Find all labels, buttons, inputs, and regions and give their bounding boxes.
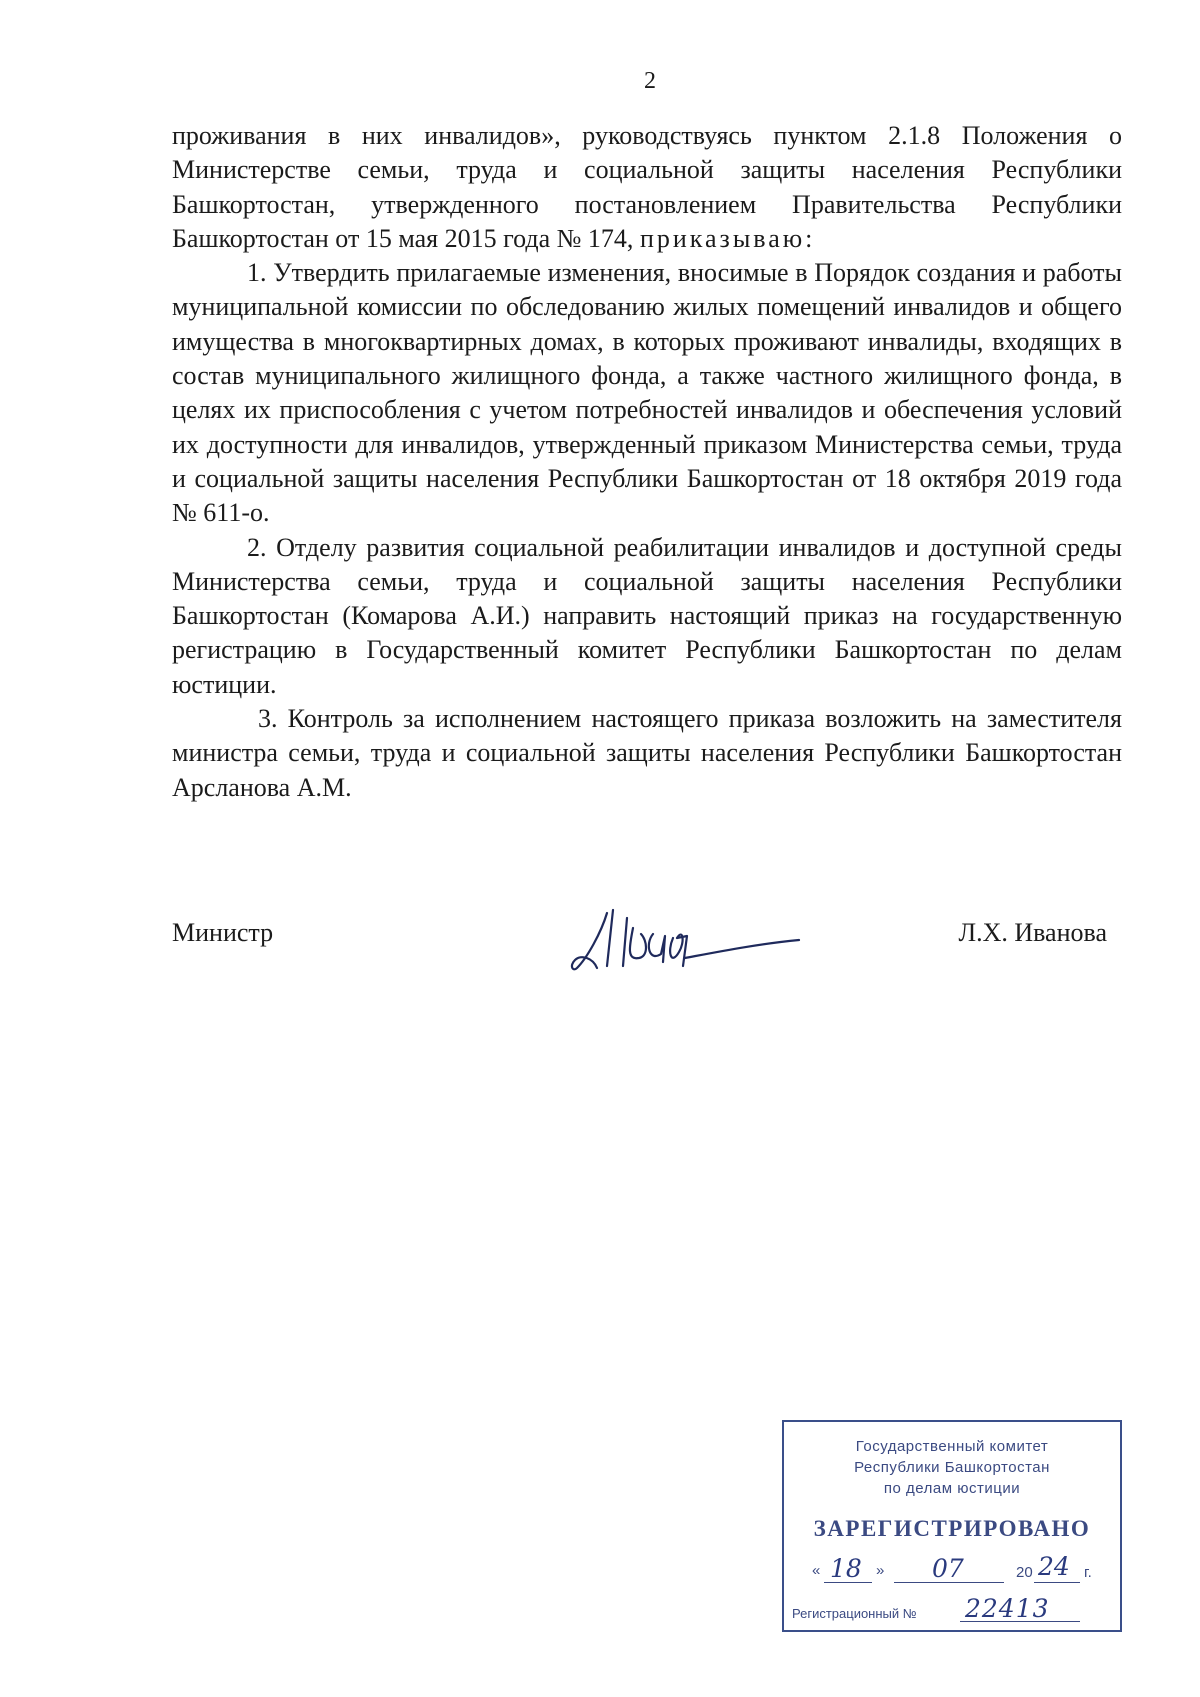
signatory-name: Л.Х. Иванова (958, 918, 1107, 947)
stamp-year-prefix: 20 (1016, 1564, 1033, 1581)
stamp-date (812, 1554, 1106, 1588)
stamp-status: ЗАРЕГИСТРИРОВАНО (813, 1516, 1091, 1541)
item-3-paragraph: 3. Контроль за исполнением настоящего приказа возложить на заместителя министра семьи, труда и социальной защиты населения Республики Башкортостан Арсланова А.М. (172, 704, 1122, 802)
document-body (172, 119, 1122, 805)
stamp-year-line (1034, 1582, 1080, 1583)
stamp-year-mark: г. (1084, 1564, 1092, 1581)
stamp-organization (784, 1436, 1120, 1499)
stamp-registration (792, 1594, 1110, 1628)
intro-text: проживания в них инвалидов», руководствуясь пунктом 2.1.8 Положения о Министерстве семьи, труда и социальной защиты населения Республики Башкортостан, утвержденного постановлением Правительства Республики Башкортостан от 15 мая 2015 года № 174, (172, 121, 1122, 253)
stamp-year: 24 (1038, 1552, 1070, 1581)
page-number: 2 (644, 68, 656, 94)
intro-paragraph (172, 119, 1122, 256)
order-word: приказываю: (639, 223, 816, 253)
handwritten-signature (567, 888, 807, 978)
stamp-org-line: Республики Башкортостан (854, 1459, 1050, 1476)
stamp-quote-close: » (876, 1562, 885, 1579)
signature-block (172, 918, 1107, 988)
stamp-org-line: по делам юстиции (883, 1480, 1021, 1497)
stamp-org-line: Государственный комитет (855, 1438, 1049, 1455)
item-2-paragraph: 2. Отделу развития социальной реабилитации инвалидов и доступной среды Министерства семьи, труда и социальной защиты населения Республики Башкортостан (Комарова А.И.) направить настоящий приказ на государственную регистрацию в Государственный комитет Республики Башкортостан по делам юстиции. (172, 532, 1122, 699)
stamp-quote-open: « (812, 1562, 821, 1579)
stamp-reg-number: 22413 (965, 1594, 1050, 1623)
item-1-paragraph: 1. Утвердить прилагаемые изменения, вносимые в Порядок создания и работы муниципальной комиссии по обследованию жилых помещений инвалидов и общего имущества в многоквартирных домах, в которых проживают инвалиды, входящих в состав муниципального жилищного фонда, а также частного жилищного фонда, в целях их приспособления с учетом потребностей инвалидов и обеспечения условий их доступности для инвалидов, утвержденный приказом Министерства семьи, труда и социальной защиты населения Республики Башкортостан от 18 октября 2019 года № 611-о. (172, 258, 1122, 528)
stamp-month: 07 (932, 1554, 964, 1583)
registration-stamp (782, 1420, 1122, 1632)
stamp-reg-label: Регистрационный № (792, 1606, 917, 1621)
stamp-day: 18 (830, 1554, 862, 1583)
signatory-position: Министр (172, 918, 274, 947)
